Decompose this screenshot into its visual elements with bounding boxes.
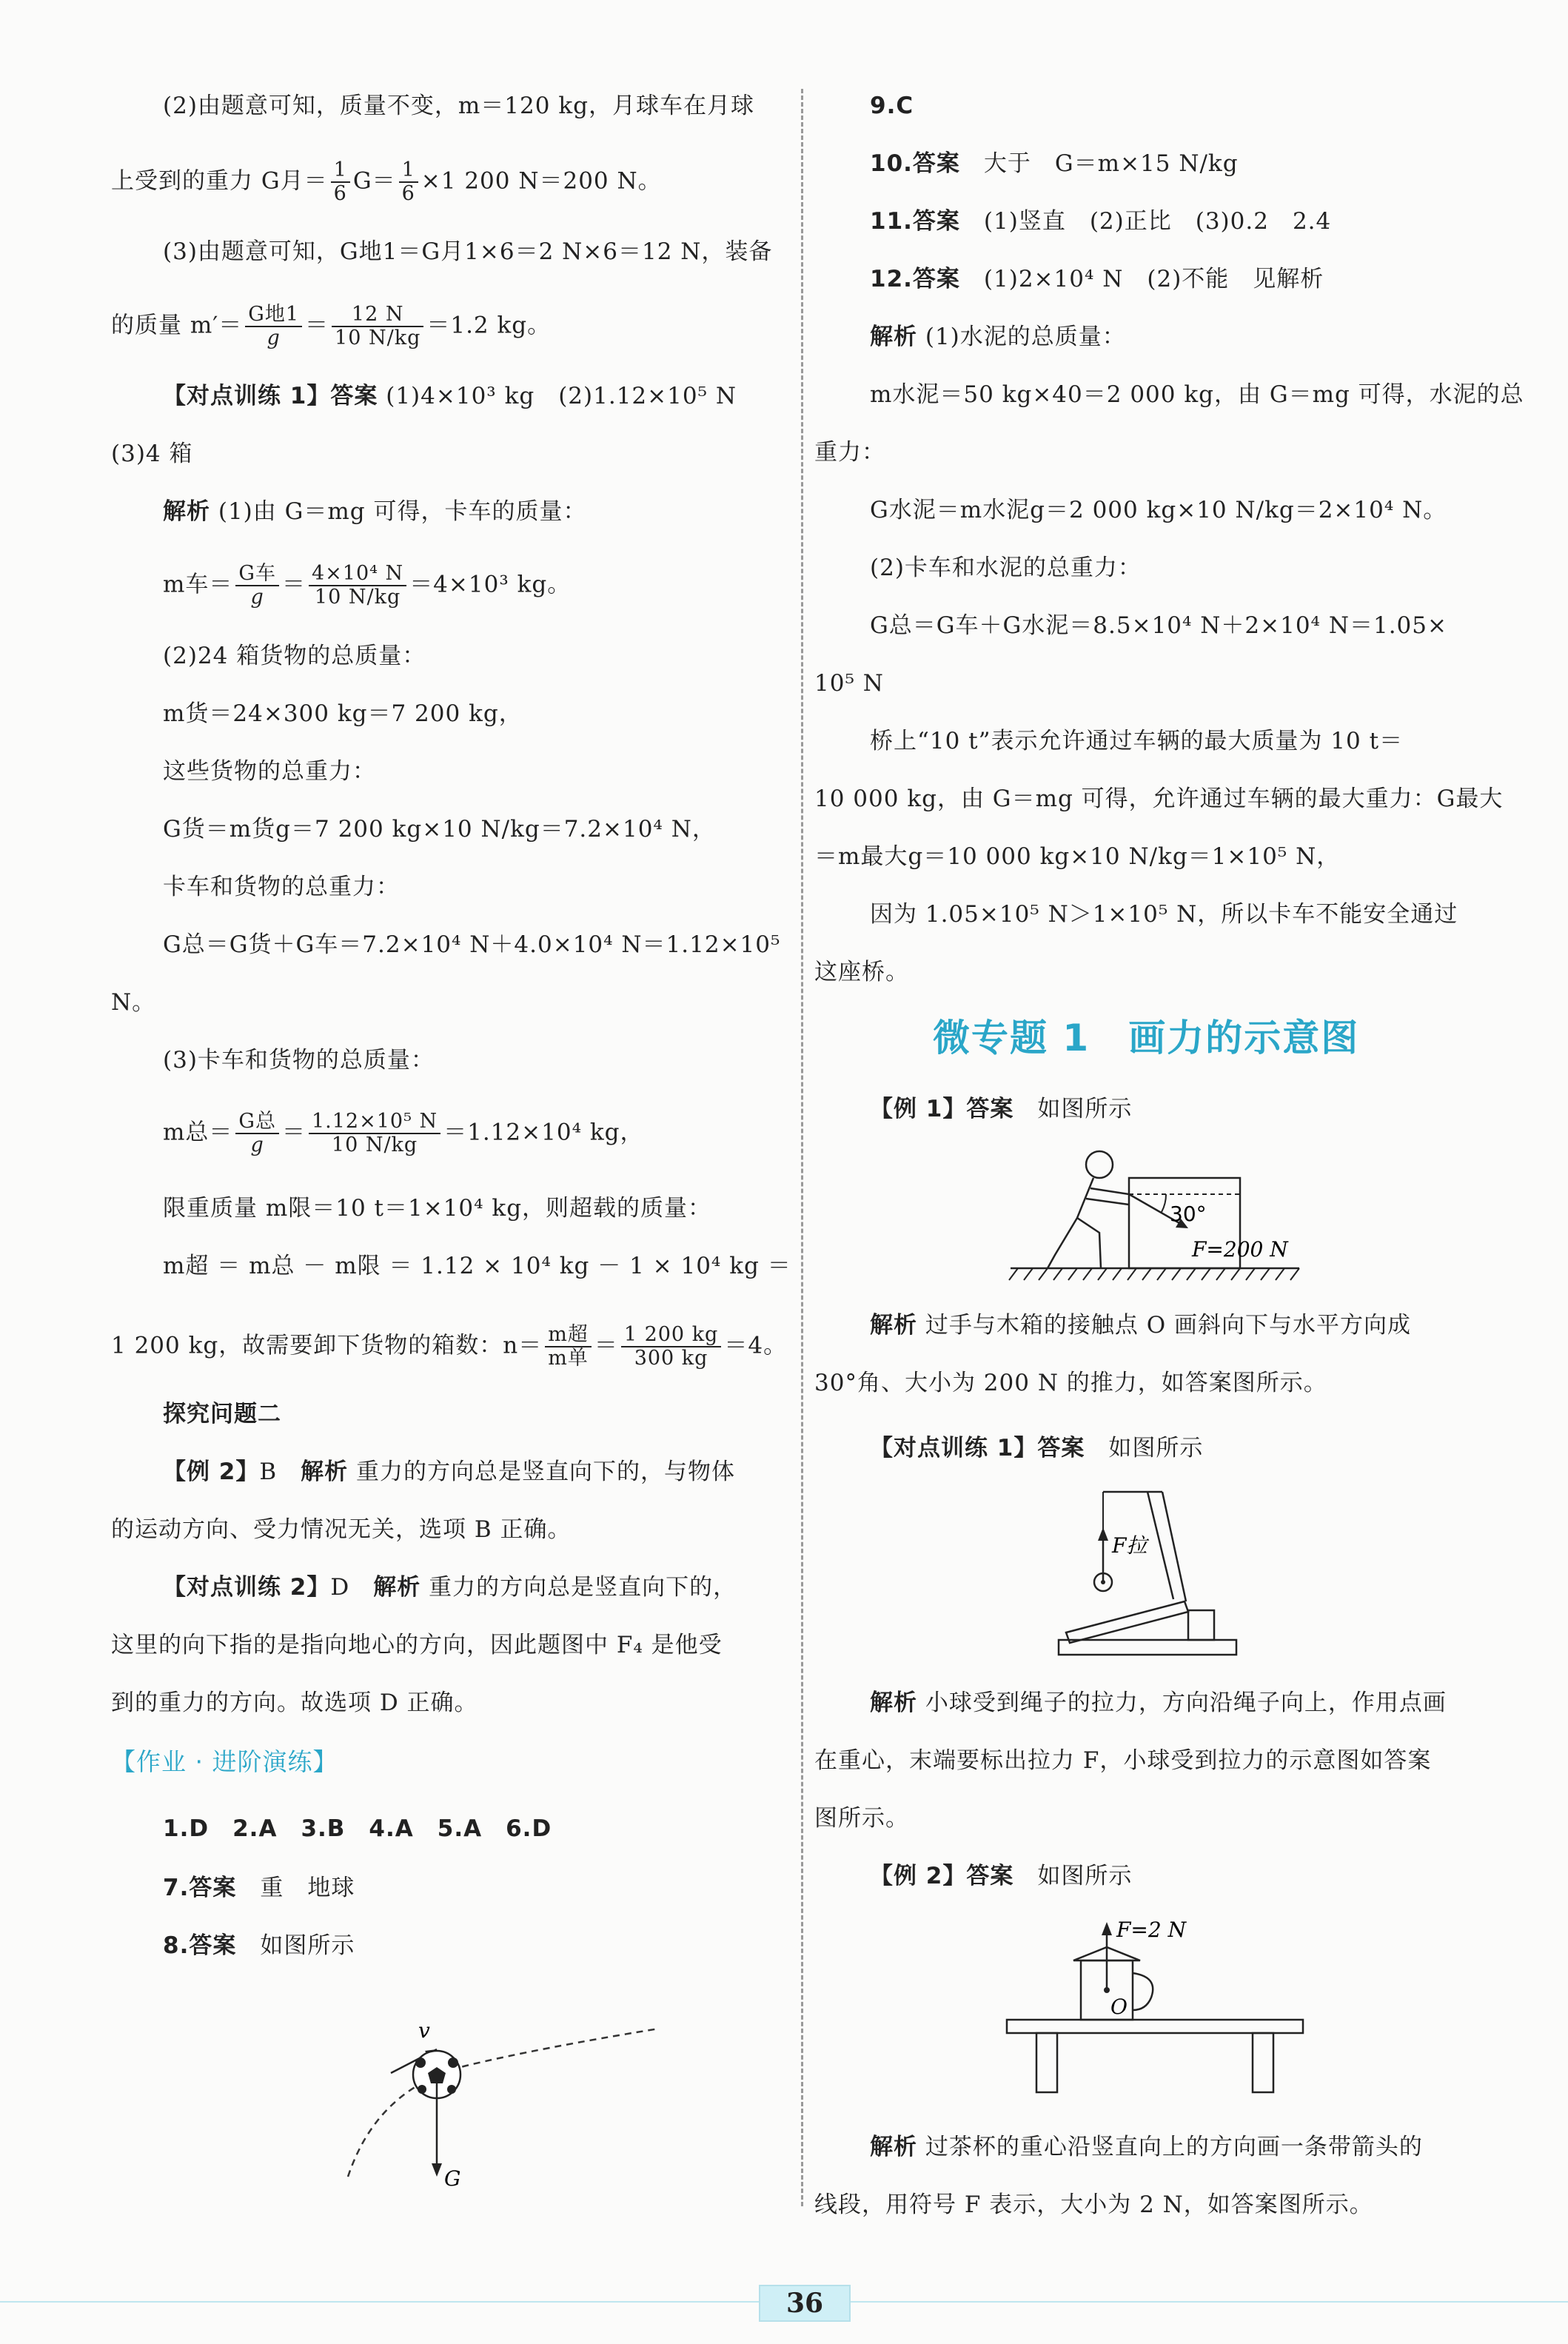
section-heading: 探究问题二 (163, 1401, 281, 1427)
center-label: O (1110, 1995, 1128, 2019)
angle-label: 30° (1170, 1202, 1207, 1226)
text-line: 【对点训练 1】答案 如图所示 (870, 1435, 1204, 1461)
text-line: 8.答案 如图所示 (163, 1932, 355, 1959)
section-title: 微专题 1 画力的示意图 (933, 1017, 1360, 1059)
text-line: 的运动方向、受力情况无关，选项 B 正确。 (111, 1516, 572, 1543)
text-line: 【对点训练 2】D 解析 重力的方向总是竖直向下的， (163, 1574, 737, 1601)
text-line: (2)24 箱货物的总质量： (163, 643, 426, 669)
text-line: 这里的向下指的是指向地心的方向，因此题图中 F₄ 是他受 (111, 1632, 723, 1658)
pull-force-label: F拉 (1112, 1533, 1147, 1558)
text-line: 的质量 m′＝ $\frac{\text{G地1}}{g}$ ＝ $\frac{12 N}{10 N/kg}$ ＝1.2 kg。 (111, 303, 552, 349)
velocity-label: v (418, 2018, 430, 2043)
text-line: m货＝24×300 kg＝7 200 kg， (163, 700, 523, 727)
base (1059, 1640, 1236, 1655)
text-line: 10⁵ N (814, 670, 884, 697)
text-line: 【例 2】答案 如图所示 (870, 1863, 1133, 1889)
mc-answers: 1.D 2.A 3.B 4.A 5.A 6.D (163, 1815, 552, 1842)
text-line: 这座桥。 (814, 959, 909, 985)
text-line: 解析 过手与木箱的接触点 O 画斜向下与水平方向成 (870, 1312, 1411, 1339)
text-line: 【对点训练 1】答案 (1)4×10³ kg (2)1.12×10⁵ N (163, 383, 737, 409)
text-line: 这些货物的总重力： (163, 758, 376, 785)
text-line: ＝m最大g＝10 000 kg×10 N/kg＝1×10⁵ N， (814, 843, 1341, 870)
text-line: 30°角、大小为 200 N 的推力，如答案图所示。 (814, 1370, 1327, 1396)
text-line: 12.答案 (1)2×10⁴ N (2)不能 见解析 (870, 266, 1324, 292)
text-line: N。 (111, 989, 156, 1016)
text-line: 解析 过茶杯的重心沿竖直向上的方向画一条带箭头的 (870, 2134, 1423, 2160)
text-line: G货＝m货g＝7 200 kg×10 N/kg＝7.2×10⁴ N， (163, 816, 716, 843)
text-line: 9.C (870, 93, 914, 119)
text-line: 11.答案 (1)竖直 (2)正比 (3)0.2 2.4 (870, 208, 1332, 235)
text-line: 解析 (1)水泥的总质量： (870, 324, 1126, 350)
cup-table-figure (999, 1910, 1310, 2095)
football-figure (333, 1999, 674, 2206)
person-head (1086, 1151, 1113, 1178)
cup-force-label: F=2 N (1116, 1918, 1187, 1942)
trajectory-curve (348, 2029, 659, 2177)
pull-force-figure (1051, 1484, 1259, 1662)
text-line: 线段，用符号 F 表示，大小为 2 N，如答案图所示。 (814, 2191, 1373, 2218)
text-line: 【例 1】答案 如图所示 (870, 1096, 1133, 1122)
text-line: (2)卡车和水泥的总重力： (870, 555, 1142, 581)
text-line: m车＝ $\frac{\text{G车}}{g}$ ＝ $\frac{\text{4×10⁴ N}}{10 N/kg}$ ＝4×10³ kg。 (163, 562, 572, 609)
text-line: (3)卡车和货物的总质量： (163, 1047, 435, 1074)
text-line: 7.答案 重 地球 (163, 1875, 355, 1901)
text-line: 解析 (1)由 G＝mg 可得，卡车的质量： (163, 498, 587, 525)
table-top (1007, 2020, 1303, 2033)
text-line: 图所示。 (814, 1805, 909, 1832)
gravity-arrowhead (432, 2163, 442, 2177)
page-number: 36 (759, 2285, 851, 2322)
text-line: 10.答案 大于 G＝m×15 N/kg (870, 150, 1239, 177)
gravity-label: G (444, 2166, 461, 2191)
text-line: 上受到的重力 G月＝ $\frac{1}{6}$ G＝ $\frac{1}{6}$ ×1 200 N＝200 N。 (111, 158, 662, 205)
force-label: F=200 N (1192, 1237, 1288, 1262)
text-line: 到的重力的方向。故选项 D 正确。 (111, 1690, 478, 1716)
text-line: 10 000 kg，由 G＝mg 可得，允许通过车辆的最大重力：G最大 (814, 786, 1504, 812)
text-line: 【例 2】B 解析 重力的方向总是竖直向下的，与物体 (163, 1459, 736, 1485)
text-line: G总＝G车＋G水泥＝8.5×10⁴ N＋2×10⁴ N＝1.05× (870, 612, 1447, 639)
text-line: (3)4 箱 (111, 441, 193, 467)
text-line: 因为 1.05×10⁵ N＞1×10⁵ N，所以卡车不能安全通过 (870, 901, 1458, 928)
text-line: (2)由题意可知，质量不变，m＝120 kg，月球车在月球 (163, 93, 754, 119)
text-line: 重力： (814, 439, 885, 466)
text-line: 卡车和货物的总重力： (163, 874, 400, 900)
text-line: (3)由题意可知，G地1＝G月1×6＝2 N×6＝12 N，装备 (163, 238, 773, 265)
text-line: 解析 小球受到绳子的拉力，方向沿绳子向上，作用点画 (870, 1690, 1447, 1716)
push-box-figure (1003, 1144, 1314, 1285)
text-line: G水泥＝m水泥g＝2 000 kg×10 N/kg＝2×10⁴ N。 (870, 497, 1447, 523)
homework-heading: 【作业 · 进阶演练】 (111, 1747, 338, 1776)
text-line: 限重质量 m限＝10 t＝1×10⁴ kg，则超载的质量： (163, 1195, 712, 1222)
text-line: 1 200 kg，故需要卸下货物的箱数：n＝ $\frac{\text{m超}}{\text{m单}}$ ＝ $\frac{1 200 kg}{300 kg}$ ＝4。 (111, 1323, 788, 1370)
text-line: m总＝ $\frac{\text{G总}}{g}$ ＝ $\frac{\text{1.12×10⁵ N}}{10 N/kg}$ ＝1.12×10⁴ kg， (163, 1110, 644, 1156)
person-body (1048, 1178, 1129, 1268)
ramp (1066, 1601, 1188, 1643)
text-line: G总＝G货＋G车＝7.2×10⁴ N＋4.0×10⁴ N＝1.12×10⁵ (163, 931, 781, 958)
text-line: m超 ＝ m总 － m限 ＝ 1.12 × 10⁴ kg － 1 × 10⁴ kg ＝ (163, 1253, 791, 1279)
text-line: 在重心，末端要标出拉力 F，小球受到拉力的示意图如答案 (814, 1747, 1432, 1774)
text-line: 桥上“10 t”表示允许通过车辆的最大质量为 10 t＝ (870, 728, 1404, 754)
text-line: m水泥＝50 kg×40＝2 000 kg，由 G＝mg 可得，水泥的总 (870, 381, 1524, 408)
column-divider (801, 89, 803, 2206)
